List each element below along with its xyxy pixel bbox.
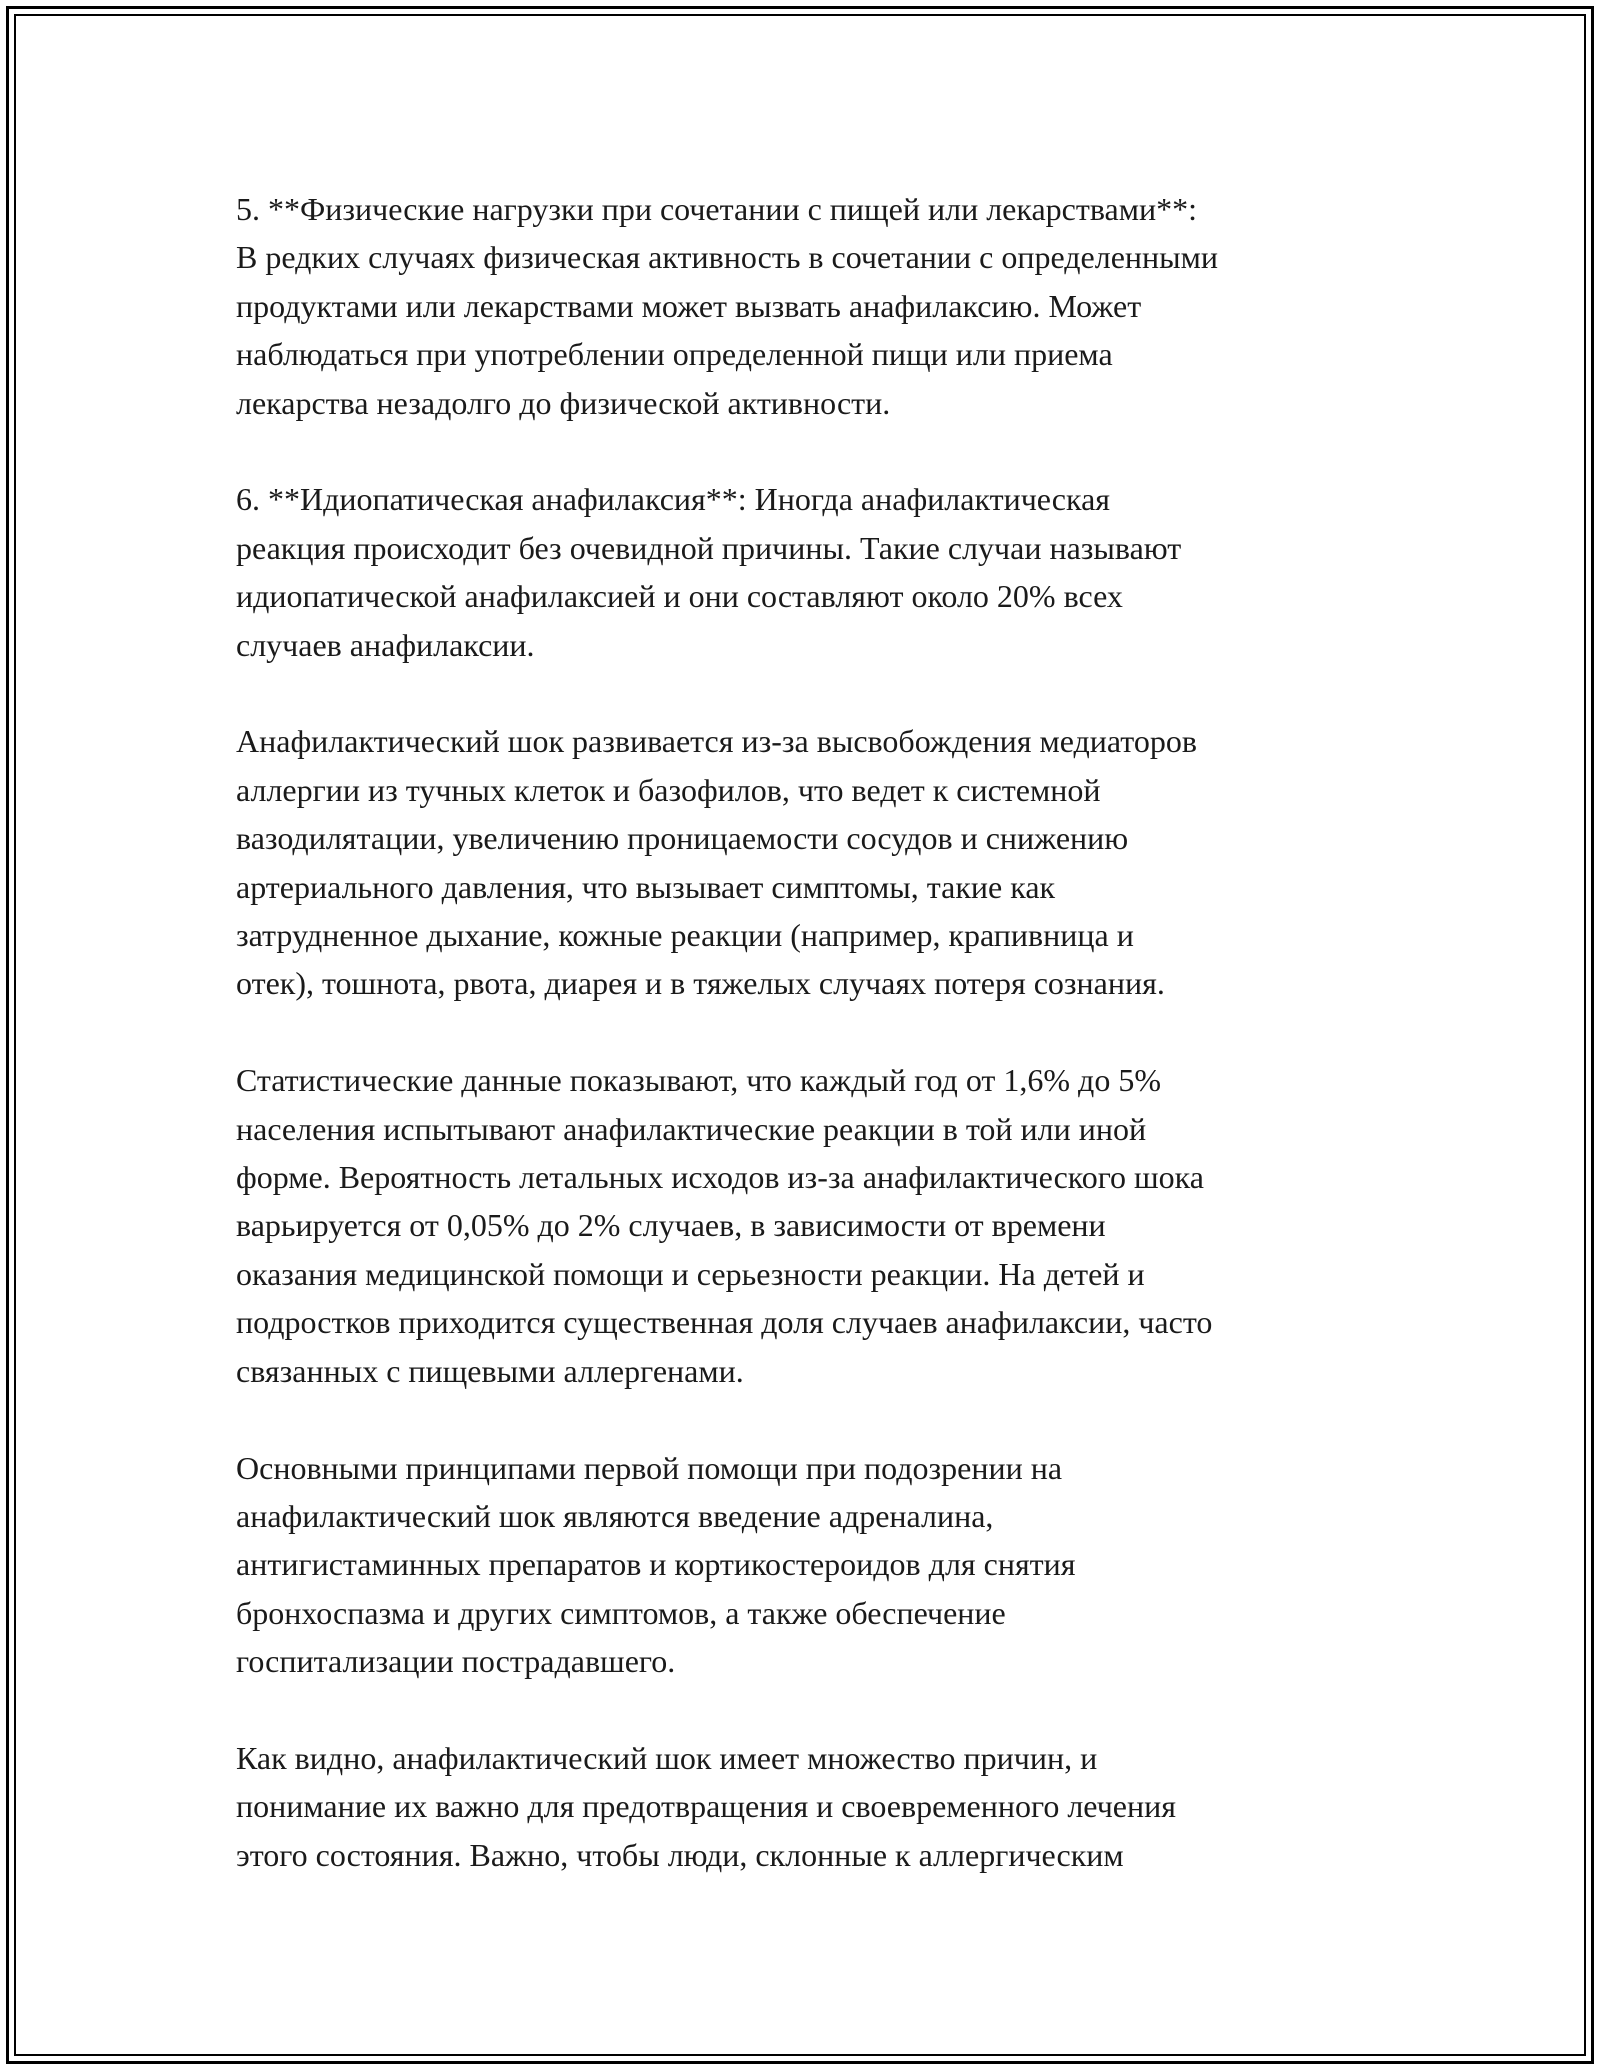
text-line: Основными принципами первой помощи при подозрении на (236, 1449, 1063, 1486)
text-line: реакция происходит без очевидной причины. Такие случаи называют (236, 529, 1182, 566)
text-line: В редких случаях физическая активность в сочетании с определенными (236, 239, 1219, 276)
text-line: оказания медицинской помощи и серьезности реакции. На детей и (236, 1255, 1145, 1292)
text-line: лекарства незадолго до физической активности. (236, 384, 891, 421)
text-line: связанных с пищевыми аллергенами. (236, 1352, 744, 1389)
text-line: бронхоспазма и других симптомов, а также обеспечение (236, 1594, 1006, 1631)
text-line: Анафилактический шок развивается из-за высвобождения медиаторов (236, 723, 1197, 760)
text-line: понимание их важно для предотвращения и своевременного лечения (236, 1788, 1176, 1825)
paragraph-mechanism (236, 717, 1396, 1007)
paragraph-conclusion (236, 1734, 1396, 1879)
text-line: продуктами или лекарствами может вызвать анафилаксию. Может (236, 287, 1142, 324)
text-line: населения испытывают анафилактические реакции в той или иной (236, 1110, 1147, 1147)
document-body (236, 185, 1396, 1879)
text-line: госпитализации пострадавшего. (236, 1643, 676, 1680)
text-line: варьируется от 0,05% до 2% случаев, в зависимости от времени (236, 1207, 1106, 1244)
text-line: антигистаминных препаратов и кортикостероидов для снятия (236, 1546, 1076, 1583)
text-line: случаев анафилаксии. (236, 626, 535, 663)
text-line: подростков приходится существенная доля случаев анафилаксии, часто (236, 1304, 1213, 1341)
text-line: аллергии из тучных клеток и базофилов, что ведет к системной (236, 771, 1101, 808)
paragraph-exercise-induced (236, 185, 1396, 427)
text-line: 5. **Физические нагрузки при сочетании с пищей или лекарствами**: (236, 191, 1197, 227)
text-line: анафилактический шок являются введение адреналина, (236, 1497, 994, 1534)
text-line: затрудненное дыхание, кожные реакции (например, крапивница и (236, 917, 1134, 954)
text-line: вазодилятации, увеличению проницаемости сосудов и снижению (236, 820, 1129, 857)
paragraph-idiopathic (236, 475, 1396, 669)
text-line: Статистические данные показывают, что каждый год от 1,6% до 5% (236, 1062, 1161, 1099)
text-line: 6. **Идиопатическая анафилаксия**: Иногда анафилактическая (236, 481, 1110, 518)
text-line: наблюдаться при употреблении определенной пищи или приема (236, 336, 1113, 373)
text-line: артериального давления, что вызывает симптомы, такие как (236, 868, 1056, 905)
text-line: форме. Вероятность летальных исходов из-за анафилактического шока (236, 1159, 1204, 1196)
text-line: Как видно, анафилактический шок имеет множество причин, и (236, 1739, 1098, 1776)
paragraph-first-aid (236, 1444, 1396, 1686)
paragraph-statistics (236, 1056, 1396, 1395)
text-line: этого состояния. Важно, чтобы люди, склонные к аллергическим (236, 1836, 1124, 1873)
text-line: идиопатической анафилаксией и они составляют около 20% всех (236, 578, 1123, 615)
text-line: отек), тошнота, рвота, диарея и в тяжелых случаях потеря сознания. (236, 965, 1165, 1002)
